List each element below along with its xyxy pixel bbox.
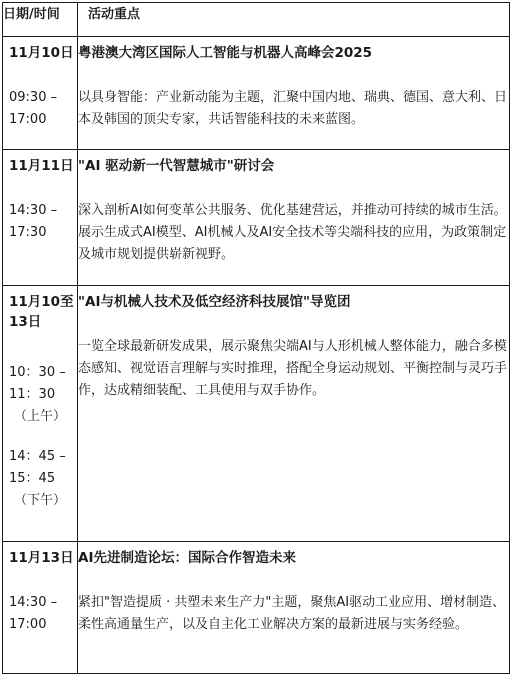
event-time: 09:30 – 17:00: [9, 90, 58, 127]
event-description: 一览全球最新研发成果，展示聚焦尖端AI与人形机械人整体能力，融合多模态感知、视觉语言理解与实时推理，搭配全身运动规划、平衡控制与灵巧手作，达成精细装配、工具使用与双手协作。: [78, 339, 508, 398]
event-time: 14:30 – 17:00: [9, 595, 58, 632]
activity-cell: [78, 37, 510, 150]
date-cell: [3, 37, 78, 150]
date-column-header: 日期/时间: [3, 3, 78, 37]
table-row: [3, 150, 510, 286]
event-title: AI先进制造论坛：国际合作智造未来: [78, 550, 296, 566]
event-date: 11月13日: [9, 550, 74, 566]
activity-cell: [78, 286, 510, 542]
date-cell: [3, 286, 78, 542]
event-description: 深入剖析AI如何变革公共服务、优化基建营运，并推动可持续的城市生活。 展示生成式AI模型、AI机械人及AI安全技术等尖端科技的应用，为政策制定及城市规划提供崭新视野。: [78, 203, 507, 262]
event-description: 以具身智能：产业新动能为主题，汇聚中国内地、瑞典、德国、意大利、日本及韩国的顶尖专家，共话智能科技的未来蓝图。: [78, 90, 508, 127]
table-row: [3, 37, 510, 150]
event-description: 紧扣"智造提质 · 共塑未来生产力"主题，聚焦AI驱动工业应用、增材制造、柔性高通量生产，以及自主化工业解决方案的最新进展与实务经验。: [78, 595, 506, 632]
schedule-table: [2, 2, 510, 674]
event-title: "AI与机械人技术及低空经济科技展馆"导览团: [78, 294, 351, 310]
activity-cell: [78, 542, 510, 674]
activity-cell: [78, 150, 510, 286]
event-date: 11月11日: [9, 158, 74, 174]
event-time-pm: 14：45 – 15：45: [9, 449, 66, 486]
date-cell: [3, 542, 78, 674]
event-time-pm-note: （下午）: [13, 493, 66, 508]
event-time: 14:30 – 17:30: [9, 203, 58, 240]
event-title: 粤港澳大湾区国际人工智能与机器人高峰会2025: [78, 45, 373, 61]
event-date: 11月10至13日: [9, 294, 74, 330]
event-time-am-note: （上午）: [13, 409, 66, 424]
table-header-row: [3, 3, 510, 37]
event-date: 11月10日: [9, 45, 74, 61]
activity-column-header: 活动重点: [78, 3, 510, 37]
table-row: [3, 542, 510, 674]
date-cell: [3, 150, 78, 286]
table-row: [3, 286, 510, 542]
event-time-am: 10：30 – 11：30: [9, 365, 66, 402]
event-title: "AI 驱动新一代智慧城市"研讨会: [78, 158, 275, 174]
